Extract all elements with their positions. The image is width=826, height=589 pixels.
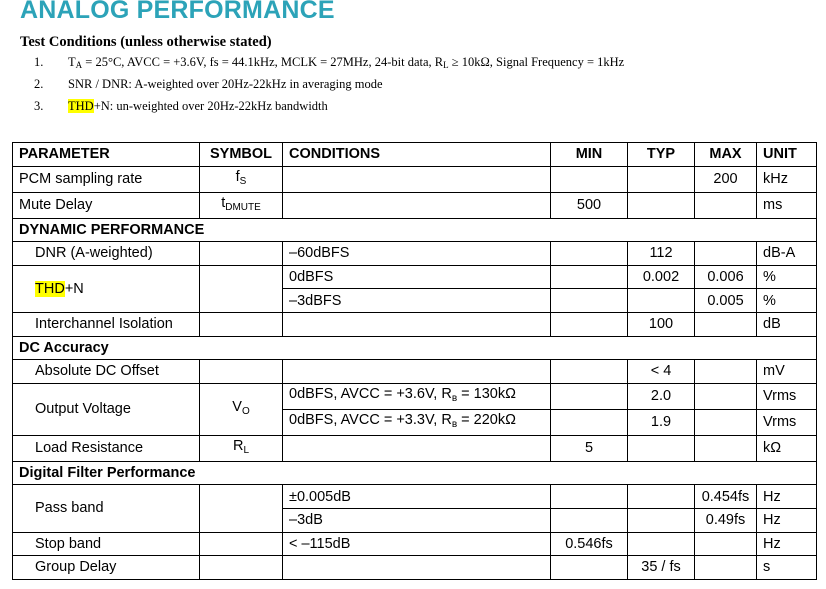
max-cell: 0.006 — [695, 265, 757, 289]
highlight-thd: THD — [68, 99, 94, 113]
typ-cell: 112 — [628, 242, 695, 266]
section-row — [13, 218, 817, 242]
conditions-cell: –3dB — [283, 508, 551, 532]
max-cell — [695, 360, 757, 384]
symbol-cell — [200, 556, 283, 580]
max-cell: 200 — [695, 166, 757, 192]
table-row — [13, 360, 817, 384]
unit-cell: Hz — [757, 532, 817, 556]
typ-cell: 2.0 — [628, 383, 695, 409]
unit-cell: Vrms — [757, 409, 817, 435]
param-cell: Output Voltage — [13, 383, 200, 435]
param-cell: Absolute DC Offset — [13, 360, 200, 384]
symbol-cell — [200, 532, 283, 556]
param-cell: PCM sampling rate — [13, 166, 200, 192]
max-cell: 0.49fs — [695, 508, 757, 532]
unit-cell: % — [757, 265, 817, 289]
table-row — [13, 192, 817, 218]
typ-cell: 1.9 — [628, 409, 695, 435]
analog-performance-table — [12, 142, 817, 580]
section-digital-filter: Digital Filter Performance — [13, 461, 817, 485]
conditions-cell: –3dBFS — [283, 289, 551, 313]
typ-cell — [628, 435, 695, 461]
table-row — [13, 312, 817, 336]
min-cell — [551, 360, 628, 384]
conditions-cell: 0dBFS — [283, 265, 551, 289]
min-cell — [551, 312, 628, 336]
header-unit: UNIT — [757, 143, 817, 167]
conditions-cell: < –115dB — [283, 532, 551, 556]
typ-cell — [628, 532, 695, 556]
min-cell — [551, 485, 628, 509]
max-cell — [695, 383, 757, 409]
conditions-cell — [283, 192, 551, 218]
typ-cell — [628, 166, 695, 192]
conditions-cell: 0dBFS, AVCC = +3.6V, $R_ʙ = 130k\Omega$ — [283, 383, 551, 409]
table-row — [13, 435, 817, 461]
max-cell — [695, 242, 757, 266]
min-cell: 500 — [551, 192, 628, 218]
min-cell — [551, 166, 628, 192]
symbol-cell: $V_O$ — [200, 383, 283, 435]
param-cell: THD+N — [13, 265, 200, 312]
conditions-cell: –60dBFS — [283, 242, 551, 266]
table-row — [13, 556, 817, 580]
min-cell — [551, 508, 628, 532]
section-dynamic-performance: DYNAMIC PERFORMANCE — [13, 218, 817, 242]
header-conditions: CONDITIONS — [283, 143, 551, 167]
test-condition-3: 3. THD+N: un-weighted over 20Hz-22kHz bandwidth — [34, 99, 328, 113]
unit-cell: dB-A — [757, 242, 817, 266]
typ-cell — [628, 485, 695, 509]
min-cell — [551, 409, 628, 435]
unit-cell: s — [757, 556, 817, 580]
table-row — [13, 265, 817, 289]
param-cell: Stop band — [13, 532, 200, 556]
unit-cell: ms — [757, 192, 817, 218]
conditions-cell — [283, 312, 551, 336]
param-cell: Mute Delay — [13, 192, 200, 218]
param-cell: Pass band — [13, 485, 200, 532]
table-row — [13, 485, 817, 509]
min-cell: 0.546fs — [551, 532, 628, 556]
header-min: MIN — [551, 143, 628, 167]
min-cell — [551, 265, 628, 289]
typ-cell — [628, 289, 695, 313]
param-cell: Interchannel Isolation — [13, 312, 200, 336]
table-row — [13, 532, 817, 556]
min-cell — [551, 556, 628, 580]
test-condition-1: 1. $T_A = 25^\circ C$, AVCC = +3.6V, fs = 44.1kHz, MCLK = 27MHz, 24-bit data, $R_L \ge 10k\Omega$, Signal Frequency = 1kHz — [34, 55, 625, 70]
max-cell — [695, 409, 757, 435]
max-cell: 0.005 — [695, 289, 757, 313]
page-title: ANALOG PERFORMANCE — [20, 0, 335, 24]
conditions-cell — [283, 556, 551, 580]
typ-cell: 0.002 — [628, 265, 695, 289]
max-cell — [695, 312, 757, 336]
unit-cell: kΩ — [757, 435, 817, 461]
symbol-cell: $f_S$ — [200, 166, 283, 192]
typ-cell — [628, 192, 695, 218]
unit-cell: kHz — [757, 166, 817, 192]
max-cell: 0.454fs — [695, 485, 757, 509]
section-dc-accuracy: DC Accuracy — [13, 336, 817, 360]
param-cell: Load Resistance — [13, 435, 200, 461]
symbol-cell — [200, 265, 283, 312]
conditions-cell — [283, 166, 551, 192]
typ-cell: < 4 — [628, 360, 695, 384]
min-cell — [551, 383, 628, 409]
header-symbol: SYMBOL — [200, 143, 283, 167]
typ-cell: 35 / fs — [628, 556, 695, 580]
min-cell — [551, 289, 628, 313]
header-max: MAX — [695, 143, 757, 167]
table-row — [13, 242, 817, 266]
unit-cell: % — [757, 289, 817, 313]
conditions-cell: 0dBFS, AVCC = +3.3V, $R_ʙ = 220k\Omega$ — [283, 409, 551, 435]
min-cell — [551, 242, 628, 266]
max-cell — [695, 192, 757, 218]
symbol-cell: $t_{DMUTE}$ — [200, 192, 283, 218]
header-typ: TYP — [628, 143, 695, 167]
symbol-cell — [200, 312, 283, 336]
symbol-cell: $R_L$ — [200, 435, 283, 461]
unit-cell: Hz — [757, 485, 817, 509]
min-cell: 5 — [551, 435, 628, 461]
unit-cell: Vrms — [757, 383, 817, 409]
max-cell — [695, 532, 757, 556]
table-row — [13, 383, 817, 409]
section-row — [13, 461, 817, 485]
conditions-cell: ±0.005dB — [283, 485, 551, 509]
symbol-cell — [200, 485, 283, 532]
section-row — [13, 336, 817, 360]
typ-cell — [628, 508, 695, 532]
conditions-cell — [283, 435, 551, 461]
param-cell: Group Delay — [13, 556, 200, 580]
symbol-cell — [200, 242, 283, 266]
max-cell — [695, 435, 757, 461]
unit-cell: mV — [757, 360, 817, 384]
header-row — [13, 143, 817, 167]
typ-cell: 100 — [628, 312, 695, 336]
conditions-cell — [283, 360, 551, 384]
highlight-thd: THD — [35, 280, 65, 297]
test-conditions-heading: Test Conditions (unless otherwise stated) — [20, 34, 272, 50]
test-condition-2: 2. SNR / DNR: A-weighted over 20Hz-22kHz in averaging mode — [34, 77, 383, 91]
max-cell — [695, 556, 757, 580]
header-parameter: PARAMETER — [13, 143, 200, 167]
unit-cell: dB — [757, 312, 817, 336]
symbol-cell — [200, 360, 283, 384]
param-cell: DNR (A-weighted) — [13, 242, 200, 266]
table-row — [13, 166, 817, 192]
unit-cell: Hz — [757, 508, 817, 532]
